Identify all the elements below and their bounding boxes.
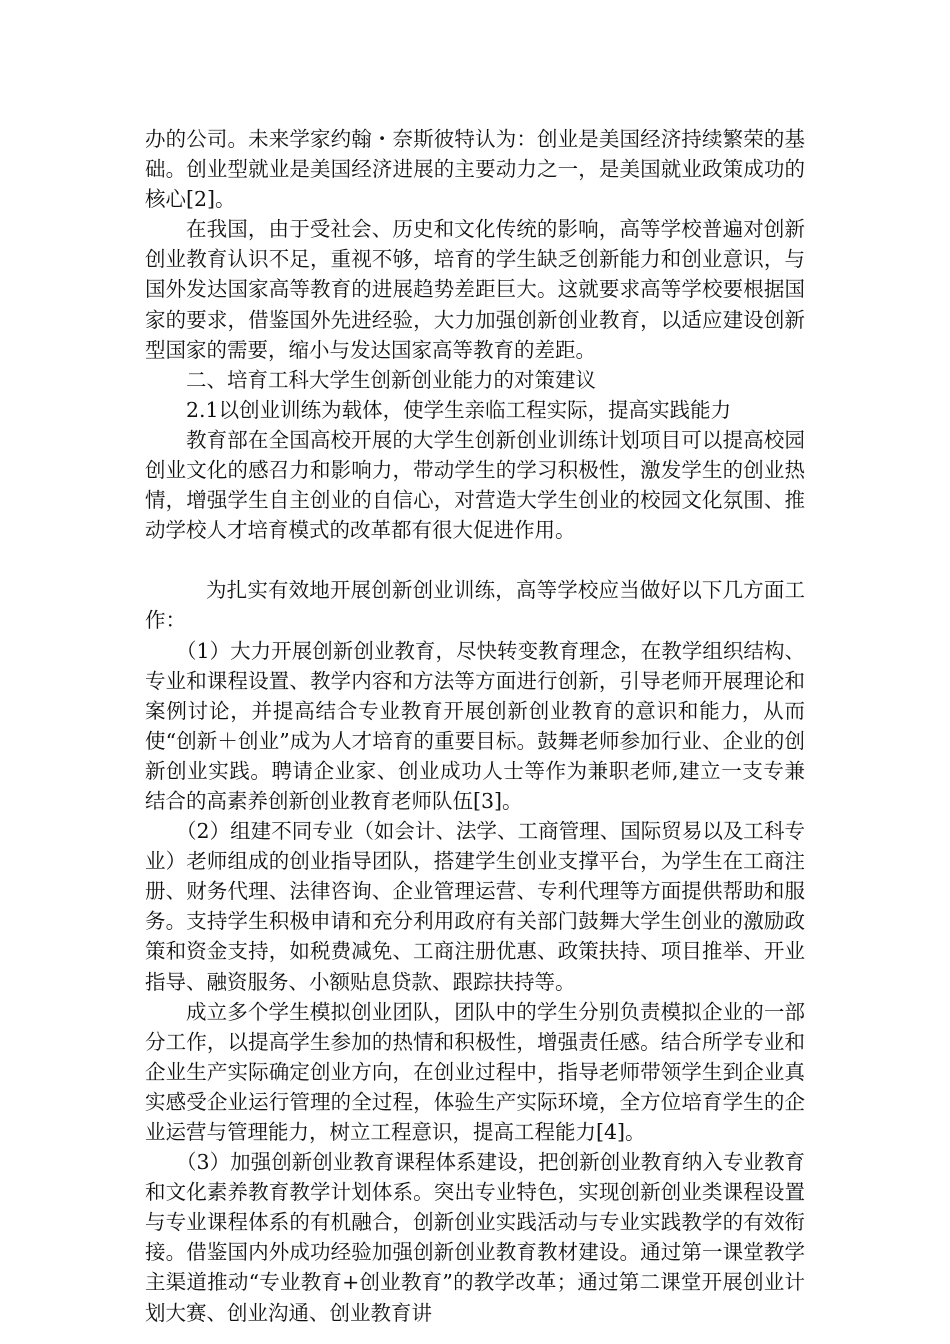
list-item-1: （1）大力开展创新创业教育，尽快转变教育理念，在教学组织结构、专业和课程设置、教学内容和方法等方面进行创新，引导老师开展理论和案例讨论，并提高结合专业教育开展创新创业教育的意识和能力，从而使“创新＋创业”成为人才培育的重要目标。鼓舞老师参加行业、企业的创新创业实践。聘请企业家、创业成功人士等作为兼职老师,建立一支专兼结合的高素养创新创业教育老师队伍[3]。 bbox=[145, 638, 805, 813]
paragraph-continuation: 办的公司。未来学家约翰・奈斯彼特认为：创业是美国经济持续繁荣的基础。创业型就业是美国经济进展的主要动力之一，是美国就业政策成功的核心[2]。 bbox=[145, 127, 805, 212]
paragraph-gap bbox=[145, 545, 805, 575]
paragraph-china-context: 在我国，由于受社会、历史和文化传统的影响，高等学校普遍对创新创业教育认识不足，重视不够，培育的学生缺乏创新能力和创业意识，与国外发达国家高等教育的进展趋势差距巨大。这就要求高等学校要根据国家的要求，借鉴国外先进经验，大力加强创新创业教育，以适应建设创新型国家的需要，缩小与发达国家高等教育的差距。 bbox=[145, 217, 805, 362]
list-item-2: （2）组建不同专业（如会计、法学、工商管理、国际贸易以及工科专业）老师组成的创业指导团队，搭建学生创业支撑平台，为学生在工商注册、财务代理、法律咨询、企业管理运营、专利代理等方面提供帮助和服务。支持学生积极申请和充分利用政府有关部门鼓舞大学生创业的激励政策和资金支持，如税费减免、工商注册优惠、政策扶持、项目推举、开业指导、融资服务、小额贴息贷款、跟踪扶持等。 bbox=[145, 819, 805, 994]
document-body bbox=[145, 124, 805, 1328]
paragraph-simulation-teams: 成立多个学生模拟创业团队，团队中的学生分别负责模拟企业的一部分工作，以提高学生参加的热情和积极性，增强责任感。结合所学专业和企业生产实际确定创业方向，在创业过程中，指导老师带领学生到企业真实感受企业运行管理的全过程，体验生产实际环境，全方位培育学生的企业运营与管理能力，树立工程意识，提高工程能力[4]。 bbox=[145, 999, 805, 1144]
list-item-3: （3）加强创新创业教育课程体系建设，把创新创业教育纳入专业教育和文化素养教育教学计划体系。突出专业特色，实现创新创业类课程设置与专业课程体系的有机融合，创新创业实践活动与专业实践教学的有效衔接。借鉴国内外成功经验加强创新创业教育教材建设。通过第一课堂教学主渠道推动“专业教育+创业教育”的教学改革；通过第二课堂开展创业计划大赛、创业沟通、创业教育讲 bbox=[145, 1150, 805, 1325]
paragraph-training-program: 教育部在全国高校开展的大学生创新创业训练计划项目可以提高校园创业文化的感召力和影响力，带动学生的学习积极性，激发学生的创业热情，增强学生自主创业的自信心，对营造大学生创业的校园文化氛围、推动学校人才培育模式的改革都有很大促进作用。 bbox=[145, 427, 805, 543]
section-heading: 二、培育工科大学生创新创业能力的对策建议 bbox=[186, 367, 596, 392]
subsection-heading: 2.1以创业训练为载体，使学生亲临工程实际，提高实践能力 bbox=[186, 397, 732, 422]
paragraph-work-intro: 为扎实有效地开展创新创业训练，高等学校应当做好以下几方面工作： bbox=[145, 578, 805, 633]
